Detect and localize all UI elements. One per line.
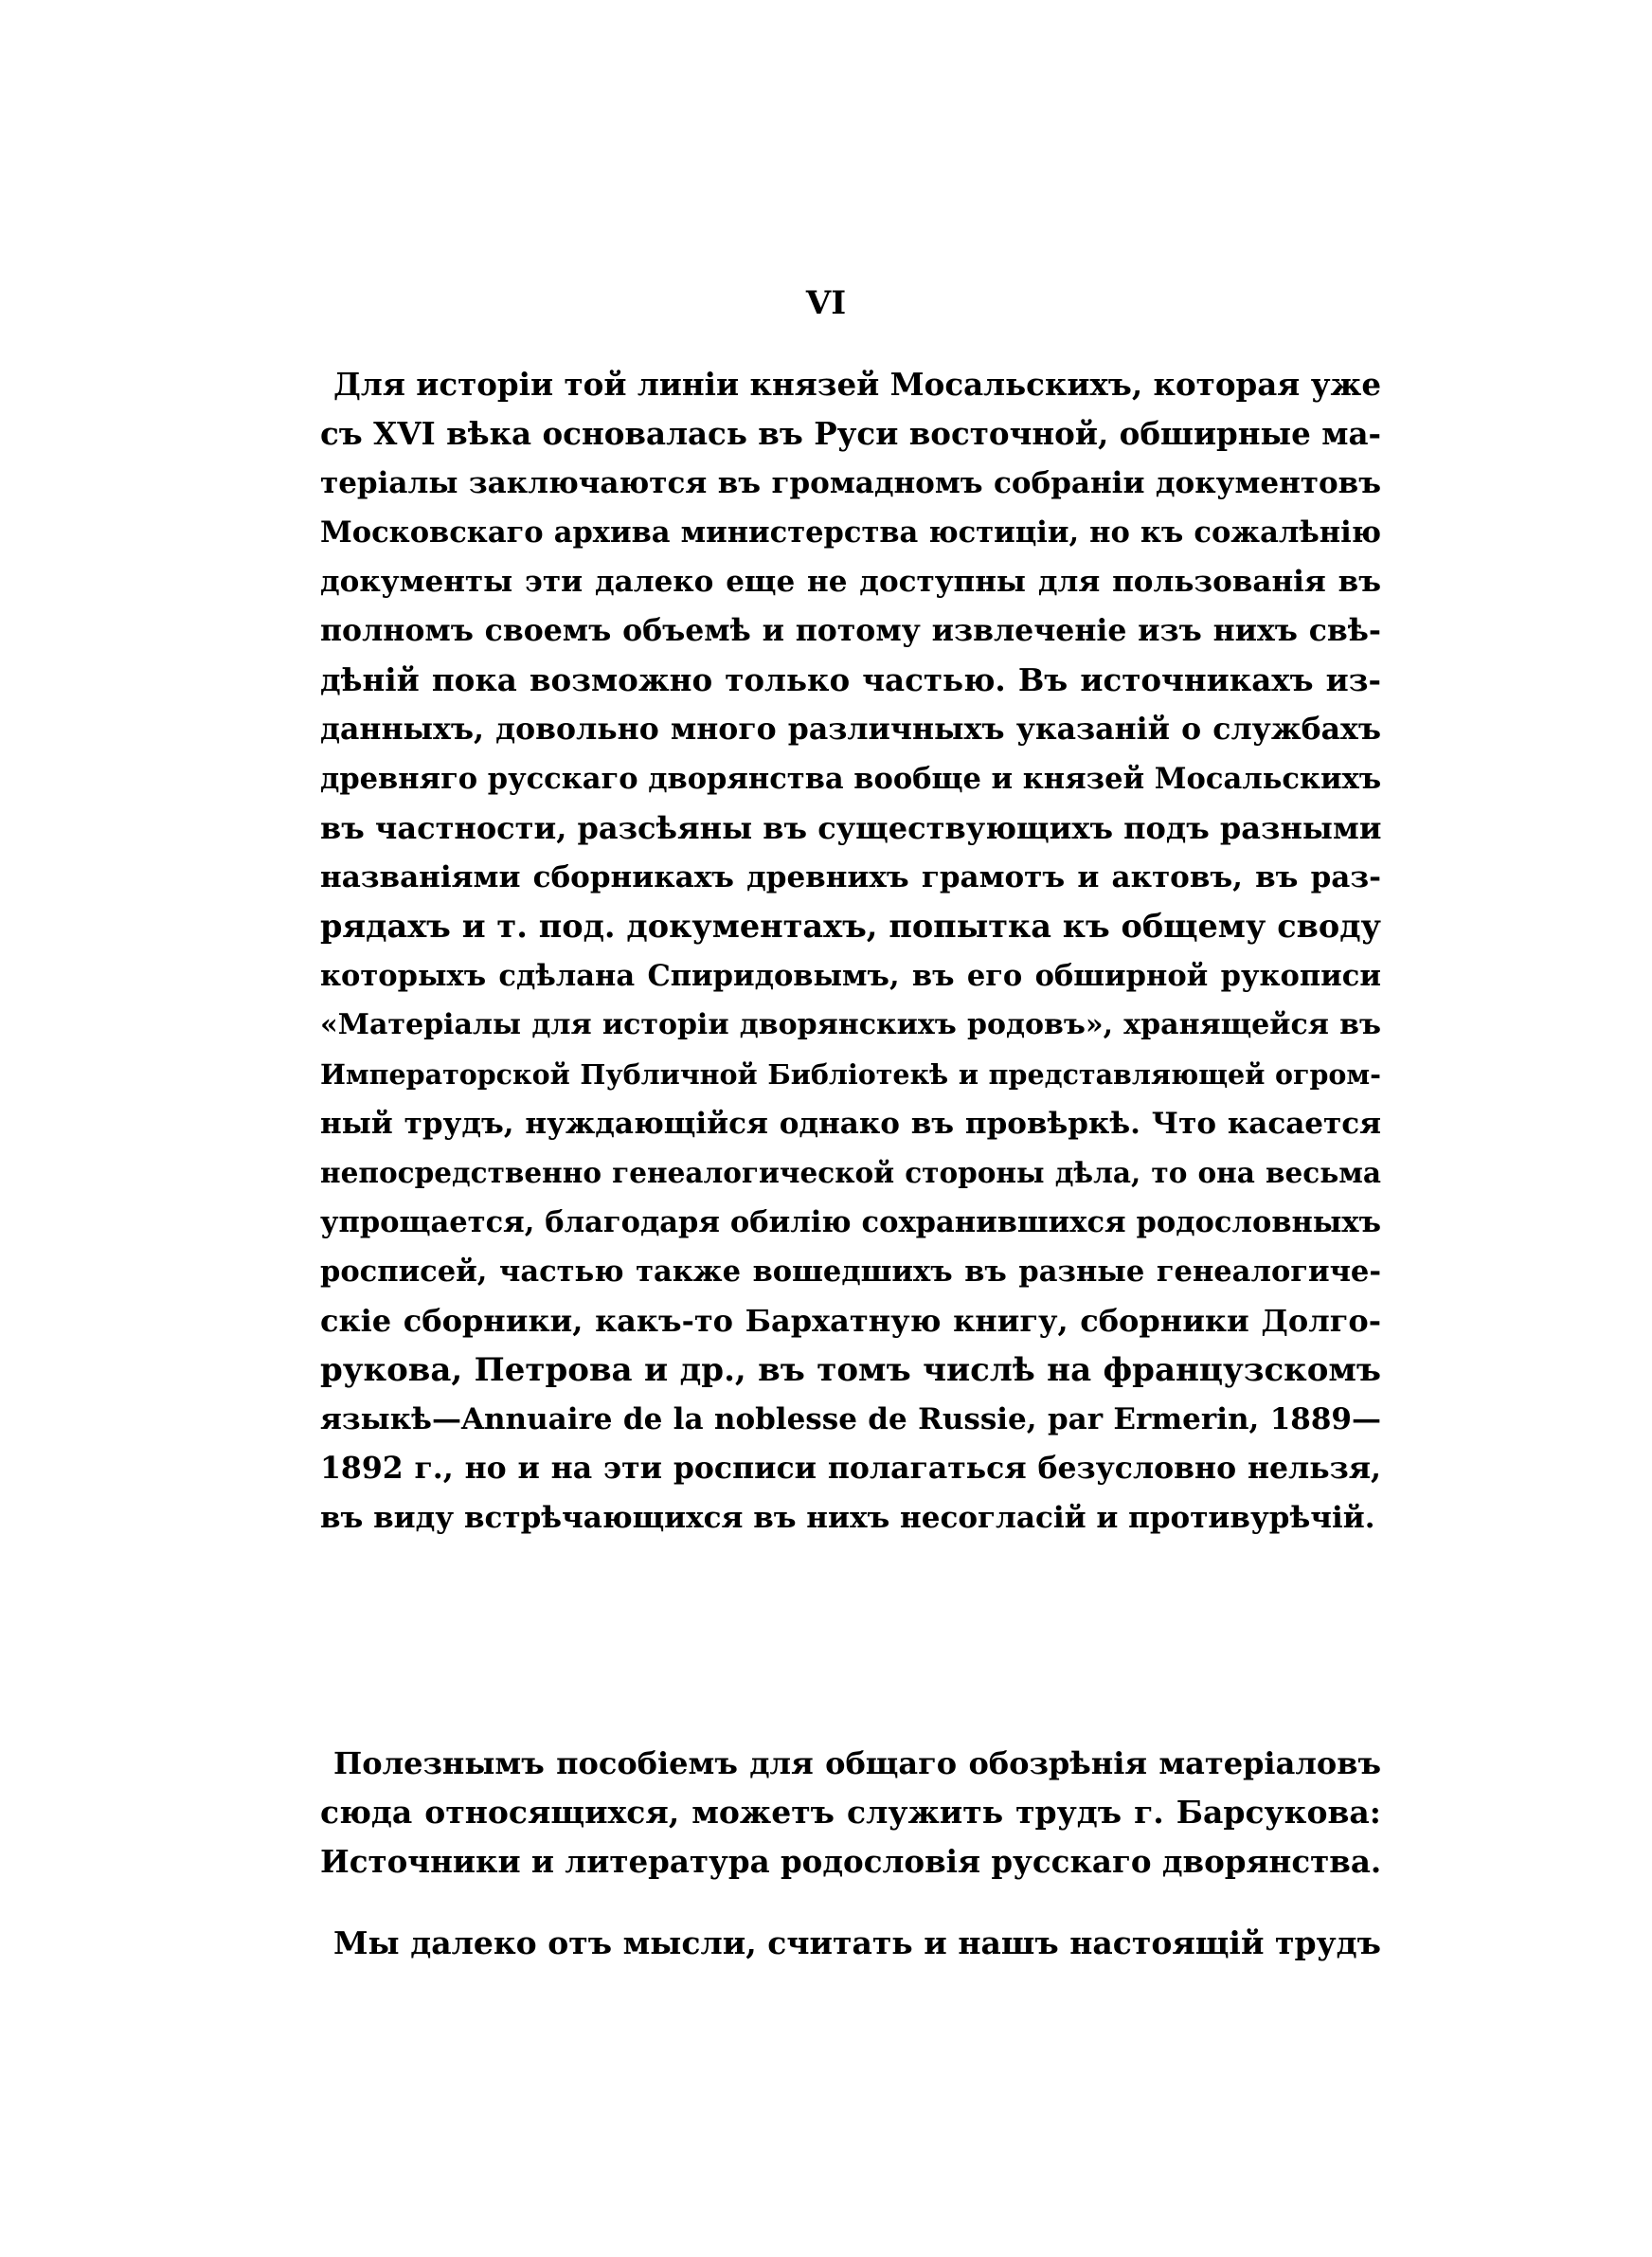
text-line: ный трудъ, нуждающійся однако въ провѣркѣ. Что касается <box>320 1107 1381 1141</box>
text-line: Московскаго архива министерства юстиціи, но къ сожалѣнію <box>320 515 1381 550</box>
text-line: упрощается, благодаря обилію сохранившихся родословныхъ <box>320 1205 1381 1239</box>
paragraph-1 <box>320 360 1381 1543</box>
text-line: дѣній пока возможно только частью. Въ источникахъ из- <box>320 661 1381 698</box>
text-line: непосредственно генеалогической стороны дѣла, то она весьма <box>320 1156 1381 1189</box>
text-line: Императорской Публичной Библіотекѣ и представляющей огром- <box>320 1058 1381 1091</box>
page-number: VI <box>805 284 847 322</box>
text-line: «Матеріалы для исторіи дворянскихъ родовъ», хранящейся въ <box>320 1008 1381 1041</box>
text-line: рядахъ и т. под. документахъ, попытка къ общему своду <box>320 908 1381 945</box>
text-line: теріалы заключаются въ громадномъ собраніи документовъ <box>320 466 1381 500</box>
text-line: Мы далеко отъ мысли, считать и нашъ настоящій трудъ <box>333 1924 1381 1961</box>
text-line: росписей, частью также вошедшихъ въ разные генеалогиче- <box>320 1255 1381 1289</box>
text-line: полномъ своемъ объемѣ и потому извлеченіе изъ нихъ свѣ- <box>320 613 1381 648</box>
text-line: сюда относящихся, можетъ служить трудъ г. Барсукова: <box>320 1794 1381 1831</box>
text-line: языкѣ—Annuaire de la noblesse de Russie, par Ermerin, 1889— <box>320 1402 1381 1436</box>
text-line: Для исторіи той линіи князей Мосальскихъ, которая уже <box>333 366 1381 403</box>
text-line: 1892 г., но и на эти росписи полагаться безусловно нельзя, <box>320 1451 1381 1486</box>
text-line: древняго русскаго дворянства вообще и князей Мосальскихъ <box>320 762 1382 796</box>
paragraph-2 <box>320 1739 1381 1887</box>
text-line: Полезнымъ пособіемъ для общаго обозрѣнія матеріаловъ <box>333 1745 1381 1781</box>
text-line: съ XVI вѣка основалась въ Руси восточной, обширные ма- <box>320 415 1381 452</box>
text-line: Источники и литература родословія русскаго дворянства. <box>320 1843 1382 1880</box>
text-line: которыхъ сдѣлана Спиридовымъ, въ его обширной рукописи <box>320 959 1381 993</box>
text-line: названіями сборникахъ древнихъ грамотъ и актовъ, въ раз- <box>320 860 1381 894</box>
text-line: скіе сборники, какъ-то Бархатную книгу, сборники Долго- <box>320 1303 1381 1339</box>
text-line: въ виду встрѣчающихся въ нихъ несогласій и противурѣчій. <box>320 1501 1375 1535</box>
text-line: данныхъ, довольно много различныхъ указаній о службахъ <box>320 712 1381 747</box>
paragraph-3 <box>320 1919 1381 1968</box>
text-line: рукова, Петрова и др., въ томъ числѣ на французскомъ <box>320 1351 1381 1389</box>
text-line: документы эти далеко еще не доступны для пользованія въ <box>320 565 1381 599</box>
text-line: въ частности, разсѣяны въ существующихъ подъ разными <box>320 810 1382 846</box>
